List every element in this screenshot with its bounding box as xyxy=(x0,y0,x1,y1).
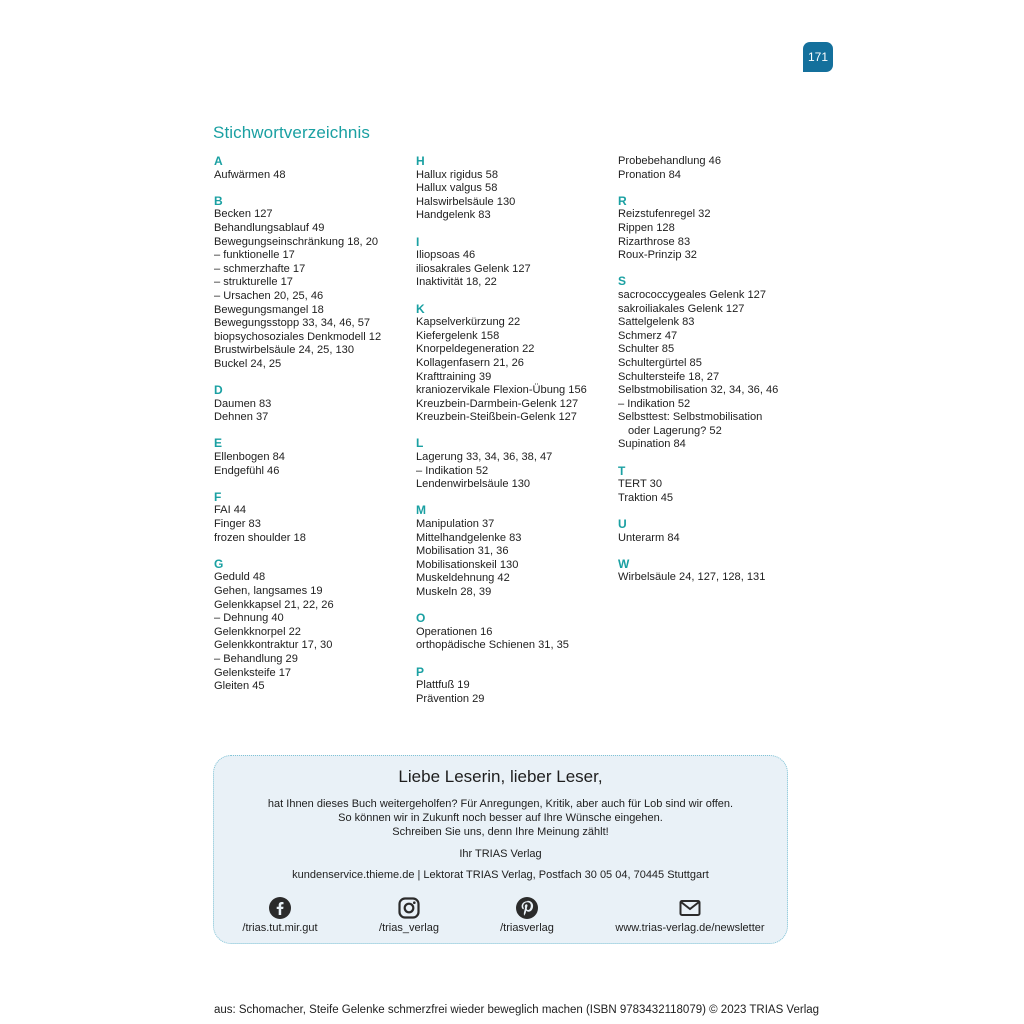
index-section xyxy=(618,275,818,452)
index-entry: Wirbelsäule 24, 127, 128, 131 xyxy=(618,571,766,584)
index-entry: Buckel 24, 25 xyxy=(214,357,282,370)
index-entry: Gelenkkapsel 21, 22, 26 xyxy=(214,598,334,611)
index-entry: – Dehnung 40 xyxy=(214,612,284,625)
index-entry: Muskeln 28, 39 xyxy=(416,586,492,598)
index-entry: Kapselverkürzung 22 xyxy=(416,316,521,329)
index-column-2 xyxy=(416,155,616,719)
index-entry: iliosakrales Gelenk 127 xyxy=(416,262,531,275)
index-letter-heading: U xyxy=(618,517,627,532)
index-entry: Lendenwirbelsäule 130 xyxy=(416,478,531,491)
index-entry: Roux-Prinzip 32 xyxy=(618,249,697,262)
index-letter-heading: H xyxy=(416,154,425,168)
box-line: So können wir in Zukunft noch besser auf Ihre Wünsche eingehen. xyxy=(338,812,663,824)
index-section xyxy=(618,155,818,182)
index-letter-heading: E xyxy=(214,436,223,451)
social-facebook[interactable] xyxy=(236,896,324,934)
index-entry: frozen shoulder 18 xyxy=(214,531,306,544)
index-section xyxy=(618,558,818,585)
index-entry: Ellenbogen 84 xyxy=(214,451,285,464)
index-section xyxy=(214,384,414,425)
index-entry: biopsychosoziales Denkmodell 12 xyxy=(214,330,382,343)
index-entry: Mobilisation 31, 36 xyxy=(416,545,509,558)
index-entry: Plattfuß 19 xyxy=(416,679,470,692)
mail-icon xyxy=(678,896,702,920)
index-entry: Manipulation 37 xyxy=(416,518,495,531)
index-section xyxy=(618,518,818,545)
index-section xyxy=(214,558,414,694)
index-section xyxy=(416,155,616,223)
index-section xyxy=(416,303,616,425)
pinterest-icon xyxy=(515,896,539,920)
index-entry: Schulter 85 xyxy=(618,343,675,356)
box-line: hat Ihnen dieses Buch weitergeholfen? Für Anregungen, Kritik, aber auch für Lob sind wir offen. xyxy=(267,798,734,810)
index-entry: Kollagenfasern 21, 26 xyxy=(416,356,524,369)
index-letter-heading: T xyxy=(618,463,626,478)
index-section xyxy=(618,195,818,263)
index-entry: Bewegungseinschränkung 18, 20 xyxy=(214,235,379,248)
page-title: Stichwortverzeichnis xyxy=(213,123,370,142)
index-entry: – Ursachen 20, 25, 46 xyxy=(214,289,324,302)
index-entry: Kiefergelenk 158 xyxy=(416,329,500,342)
box-signature: Ihr TRIAS Verlag xyxy=(459,848,542,860)
index-entry: – Indikation 52 xyxy=(618,397,691,410)
social-label: /triasverlag xyxy=(500,922,554,934)
social-label: /trias_verlag xyxy=(379,922,439,934)
index-entry: – schmerzhafte 17 xyxy=(214,262,306,275)
page-number-badge: 171 xyxy=(803,42,833,72)
index-entry: Gleiten 45 xyxy=(214,680,265,693)
index-entry: sacrococcygeales Gelenk 127 xyxy=(618,288,766,301)
index-entry: Bewegungsmangel 18 xyxy=(214,303,324,316)
index-entry: oder Lagerung? 52 xyxy=(628,424,722,437)
index-entry: – funktionelle 17 xyxy=(214,249,295,262)
index-letter-heading: L xyxy=(416,436,424,451)
index-entry: Dehnen 37 xyxy=(214,411,269,424)
reader-feedback-box xyxy=(213,755,788,944)
index-entry: Sattelgelenk 83 xyxy=(618,316,695,329)
box-message xyxy=(214,797,787,839)
index-entry: Selbstmobilisation 32, 34, 36, 46 xyxy=(618,384,779,397)
index-entry: Endgefühl 46 xyxy=(214,464,280,477)
index-column-1 xyxy=(214,155,414,706)
index-entry: TERT 30 xyxy=(618,478,662,491)
index-section xyxy=(214,491,414,545)
index-entry: Rizarthrose 83 xyxy=(618,235,691,248)
social-newsletter[interactable] xyxy=(610,896,770,934)
index-entry: – Indikation 52 xyxy=(416,464,489,477)
social-label: www.trias-verlag.de/newsletter xyxy=(615,922,765,934)
index-entry: Reizstufenregel 32 xyxy=(618,208,711,221)
index-entry: Unterarm 84 xyxy=(618,531,680,544)
index-entry: Hallux rigidus 58 xyxy=(416,168,499,181)
index-section xyxy=(214,437,414,478)
social-instagram[interactable] xyxy=(370,896,448,934)
source-footer: aus: Schomacher, Steife Gelenke schmerzfrei wieder beweglich machen (ISBN 9783432118079) © 2023 TRIAS Verlag xyxy=(213,1004,820,1016)
index-entry: Hallux valgus 58 xyxy=(416,182,498,195)
index-section xyxy=(416,612,616,653)
index-entry: Mobilisationskeil 130 xyxy=(416,558,519,571)
index-section xyxy=(416,504,616,599)
index-entry: Gelenkknorpel 22 xyxy=(214,625,301,638)
index-letter-heading: B xyxy=(214,193,223,208)
box-title: Liebe Leserin, lieber Leser, xyxy=(398,767,603,786)
index-section xyxy=(416,666,616,707)
index-entry: Mittelhandgelenke 83 xyxy=(416,531,522,544)
social-label: /trias.tut.mir.gut xyxy=(242,922,318,934)
index-entry: Bewegungsstopp 33, 34, 46, 57 xyxy=(214,317,371,330)
index-entry: orthopädische Schienen 31, 35 xyxy=(416,639,569,652)
index-column-3 xyxy=(618,155,818,598)
index-entry: Aufwärmen 48 xyxy=(214,168,286,181)
index-letter-heading: A xyxy=(214,154,223,168)
index-entry: – Behandlung 29 xyxy=(214,652,298,665)
index-section xyxy=(416,437,616,491)
index-letter-heading: K xyxy=(416,301,425,316)
index-entry: Operationen 16 xyxy=(416,625,493,638)
index-letter-heading: W xyxy=(618,556,630,571)
index-entry: Kreuzbein-Darmbein-Gelenk 127 xyxy=(416,397,579,410)
index-entry: Handgelenk 83 xyxy=(416,209,491,222)
box-address: kundenservice.thieme.de | Lektorat TRIAS Verlag, Postfach 30 05 04, 70445 Stuttgart xyxy=(292,869,709,881)
index-entry: Probebehandlung 46 xyxy=(618,155,722,167)
index-letter-heading: F xyxy=(214,489,222,504)
index-entry: kraniozervikale Flexion-Übung 156 xyxy=(416,384,587,397)
index-entry: Supination 84 xyxy=(618,438,686,451)
index-entry: Muskeldehnung 42 xyxy=(416,572,510,585)
index-entry: Kreuzbein-Steißbein-Gelenk 127 xyxy=(416,411,577,424)
box-line: Schreiben Sie uns, denn Ihre Meinung zählt! xyxy=(392,826,609,838)
index-entry: – strukturelle 17 xyxy=(214,276,293,289)
index-entry: Behandlungsablauf 49 xyxy=(214,221,325,234)
index-letter-heading: I xyxy=(416,234,420,249)
index-entry: Prävention 29 xyxy=(416,692,485,705)
index-entry: Schultergürtel 85 xyxy=(618,356,702,369)
index-entry: Selbsttest: Selbstmobilisation xyxy=(618,411,763,424)
index-entry: FAI 44 xyxy=(214,504,247,517)
index-entry: Knorpeldegeneration 22 xyxy=(416,343,535,356)
index-entry: Finger 83 xyxy=(214,518,261,531)
index-entry: Gelenksteife 17 xyxy=(214,666,292,679)
index-letter-heading: S xyxy=(618,274,627,289)
facebook-icon xyxy=(268,896,292,920)
index-entry: Halswirbelsäule 130 xyxy=(416,195,516,208)
index-entry: Krafttraining 39 xyxy=(416,370,492,383)
index-letter-heading: G xyxy=(214,556,224,571)
index-entry: sakroiliakales Gelenk 127 xyxy=(618,302,745,315)
index-entry: Geduld 48 xyxy=(214,571,266,584)
index-letter-heading: M xyxy=(416,503,426,518)
index-entry: Schmerz 47 xyxy=(618,329,678,342)
index-section xyxy=(416,236,616,290)
index-section xyxy=(214,155,414,182)
index-entry: Becken 127 xyxy=(214,208,273,221)
index-entry: Inaktivität 18, 22 xyxy=(416,276,497,289)
index-letter-heading: D xyxy=(214,383,223,398)
index-entry: Schultersteife 18, 27 xyxy=(618,370,720,383)
index-letter-heading: P xyxy=(416,664,425,679)
index-entry: Gehen, langsames 19 xyxy=(214,585,323,597)
index-section xyxy=(618,465,818,506)
index-entry: Brustwirbelsäule 24, 25, 130 xyxy=(214,344,354,357)
social-pinterest[interactable] xyxy=(494,896,560,934)
index-entry: Rippen 128 xyxy=(618,221,675,234)
index-entry: Lagerung 33, 34, 36, 38, 47 xyxy=(416,451,553,464)
index-letter-heading: R xyxy=(618,193,627,208)
index-entry: Gelenkkontraktur 17, 30 xyxy=(214,639,333,652)
index-entry: Iliopsoas 46 xyxy=(416,249,476,262)
instagram-icon xyxy=(397,896,421,920)
index-entry: Daumen 83 xyxy=(214,397,272,410)
index-entry: Pronation 84 xyxy=(618,168,681,181)
index-section xyxy=(214,195,414,372)
index-entry: Traktion 45 xyxy=(618,491,674,504)
index-letter-heading: O xyxy=(416,611,426,626)
